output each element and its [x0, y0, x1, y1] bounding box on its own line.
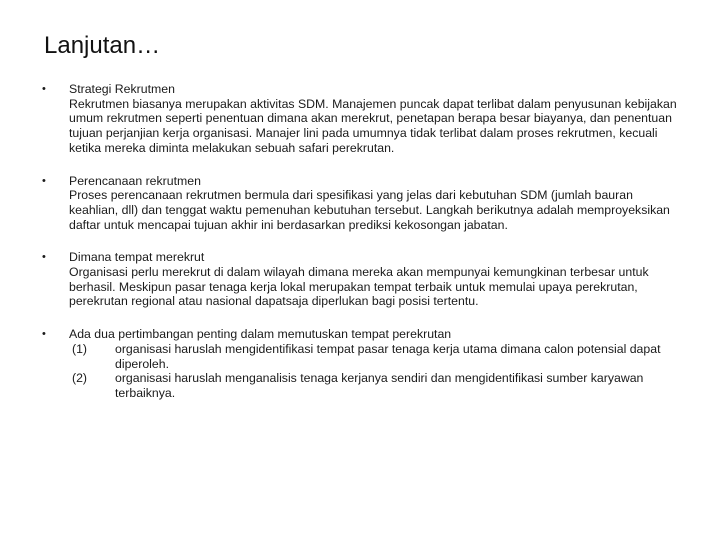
numbered-sub-item	[69, 342, 680, 371]
bullet-icon: •	[42, 83, 46, 95]
bullet-icon: •	[42, 174, 46, 187]
slide-title: Lanjutan…	[44, 32, 161, 59]
sub-item-text: organisasi haruslah menganalisis tenaga kerjanya sendiri dan mengidentifikasi sumber karyawan terbaiknya.	[115, 371, 644, 400]
bullet-body: Organisasi perlu merekrut di dalam wilayah dimana mereka akan mempunyai kemungkinan terbesar untuk berhasil. Meskipun pasar tenaga kerja lokal merupakan tempat terbaik untuk memulai upaya perekrutan, perekrutan regional atau nasional dapatsaja diperlukan bagi posisi tertentu.	[69, 265, 649, 309]
bullet-heading: Ada dua pertimbangan penting dalam memutuskan tempat perekrutan	[69, 327, 452, 342]
bullet-body: Rekrutmen biasanya merupakan aktivitas SDM. Manajemen puncak dapat terlibat dalam penyusunan kebijakan umum rekrutmen seperti penentuan dimana akan merekrut, penetapan berapa besar biayanya, dan penentuan tujuan perjanjian kerja organisasi. Manajer lini pada umumnya tidak terlibat dalam proses rekrutmen, kecuali ketika mereka diminta melakukan sebuah safari perekrutan.	[69, 96, 677, 155]
bullet-icon: •	[42, 328, 46, 341]
sub-item-number: (2)	[72, 371, 88, 386]
bullet-body: Proses perencanaan rekrutmen bermula dari spesifikasi yang jelas dari kebutuhan SDM (jumlah bauran keahlian, dll) dan tenggat waktu pemenuhan kebutuhan tersebut. Langkah berikutnya adalah memproyeksikan daftar untuk mencapai tujuan akhir ini berdasarkan prediksi kekosongan jabatan.	[69, 188, 670, 232]
bullet-item	[40, 82, 680, 156]
bullet-icon: •	[42, 251, 46, 264]
slide-content	[40, 82, 680, 419]
numbered-sub-item	[69, 371, 680, 400]
bullet-heading: Perencanaan rekrutmen	[69, 173, 201, 188]
sub-item-number: (1)	[72, 341, 88, 356]
sub-item-text: organisasi haruslah mengidentifikasi tempat pasar tenaga kerja utama dimana calon potensial dapat diperoleh.	[115, 341, 661, 371]
bullet-item	[40, 174, 680, 233]
bullet-item	[40, 327, 680, 401]
bullet-heading: Dimana tempat merekrut	[69, 250, 205, 265]
bullet-item	[40, 250, 680, 309]
bullet-heading: Strategi Rekrutmen	[69, 82, 175, 96]
